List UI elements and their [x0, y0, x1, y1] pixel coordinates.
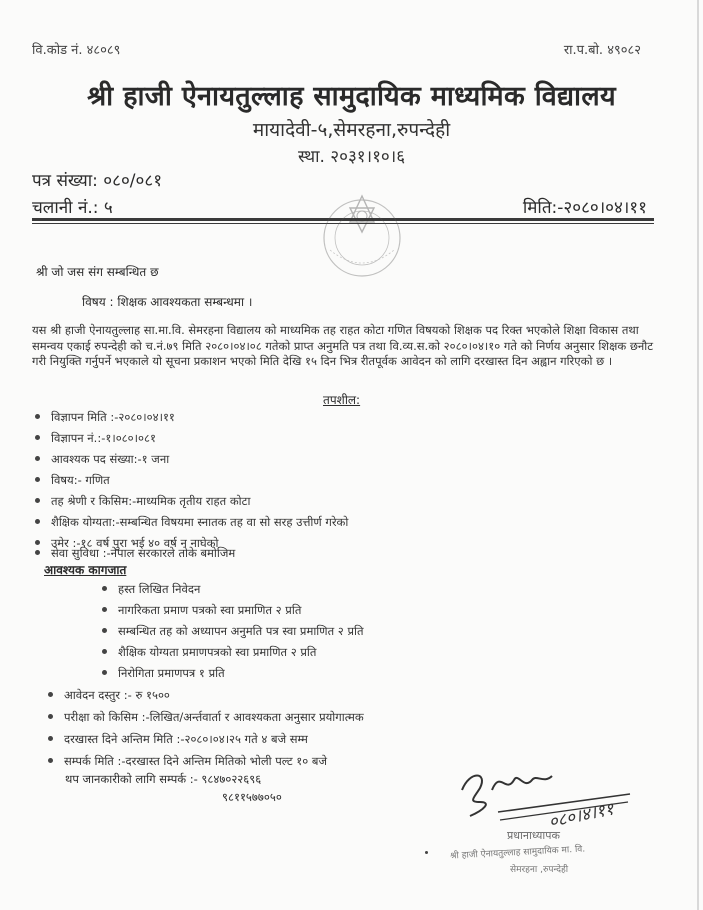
list-item: सेवा सुविधा :-नेपाल सरकारले तोके बमोजिम	[51, 546, 235, 561]
bullet-icon	[102, 586, 107, 591]
letter-body: यस श्री हाजी ऐनायतुल्लाह सा.मा.वि. सेमरहना विद्यालय को माध्यमिक तह राहत कोटा गणित विषयको शिक्षक पद रिक्त भएकोले शिक्षा विकास तथा समन्वय एकाई रुपन्देही को च.नं.७९ मिति २०८०।०४।०८ गतेको प्राप्त अनुमति पत्र तथा वि.व्य.स.को २०८०।०४।१० गते को निर्णय अनुसार शिक्षक छनौट गरी नियुक्ति गर्नुपर्ने भएकाले यो सूचना प्रकाशन भएको मिति देखि १५ दिन भित्र रीतपूर्वक आवेदन को लागि दरखास्त दिन अह्वान गरिएको छ ।	[32, 323, 654, 368]
bullet-icon	[102, 607, 107, 612]
list-item: नागरिकता प्रमाण पत्रको स्वा प्रमाणित २ प्रति	[118, 603, 301, 618]
post-box-number: रा.प.बो. ४९०८२	[563, 43, 641, 58]
list-item: परीक्षा को किसिम :-लिखित/अर्न्तवार्ता र आवश्यकता अनुसार प्रयोगात्मक	[64, 710, 364, 725]
bullet-icon	[102, 628, 107, 633]
bullet-icon	[35, 435, 40, 440]
bullet-icon	[102, 649, 107, 654]
signatory-title: प्रधानाध्यापक	[507, 829, 560, 842]
list-item: आवश्यक पद संख्या:-१ जना	[51, 452, 169, 467]
bullet-icon	[48, 714, 53, 719]
list-item: विज्ञापन मिति :-२०८०।०४।११	[51, 410, 175, 425]
stamp-address: सेमरहना ,रुपन्देही	[510, 865, 569, 875]
bullet-icon	[48, 758, 53, 763]
bullet-icon	[35, 414, 40, 419]
dispatch-number: चलानी नं.: ५	[32, 198, 113, 218]
school-seal-stamp-icon	[312, 188, 412, 283]
bullet-icon	[35, 540, 40, 545]
ink-mark	[425, 851, 428, 854]
list-item: सम्बन्धित तह को अध्यापन अनुमति पत्र स्वा प्रमाणित २ प्रति	[118, 624, 364, 639]
documents-heading: आवश्यक कागजात	[44, 563, 127, 577]
bullet-icon	[48, 736, 53, 741]
bullet-icon	[35, 519, 40, 524]
list-item: विज्ञापन नं.:-१।०८०।०८१	[51, 431, 156, 446]
bullet-icon	[102, 670, 107, 675]
established-date: स्था. २०३१।१०।६	[297, 147, 406, 167]
list-item: विषय:- गणित	[51, 473, 110, 488]
list-item: हस्त लिखित निवेदन	[118, 582, 200, 597]
salutation: श्री जो जस संग सम्बन्धित छ	[36, 265, 159, 279]
stamp-school-name: श्री हाजी ऐनायतुल्लाह सामुदायिक मा. वि.	[449, 844, 586, 862]
list-item: उमेर :-१८ वर्ष पुरा भई ४० वर्ष न नाघेको	[51, 536, 218, 551]
list-item: सम्पर्क मिति :-दरखास्त दिने अन्तिम मितिको भोली पल्ट १० बजे	[64, 754, 327, 769]
list-item: दरखास्त दिने अन्तिम मिति :-२०८०।०४।२५ गते ४ बजे सम्म	[64, 732, 308, 747]
school-code: वि.कोड नं. ४८०८९	[32, 43, 121, 58]
bullet-icon	[35, 477, 40, 482]
list-item: शैक्षिक योग्यता प्रमाणपत्रको स्वा प्रमाणित २ प्रति	[118, 645, 316, 660]
bullet-icon	[48, 692, 53, 697]
school-name: श्री हाजी ऐनायतुल्लाह सामुदायिक माध्यमिक विद्यालय	[87, 81, 616, 112]
signature-date: ०८०।४।११	[546, 799, 616, 833]
school-address: मायादेवी-५,सेमरहना,रुपन्देही	[252, 119, 451, 141]
contact-info: थप जानकारीको लागि सम्पर्क :- ९८४७०२२६९६	[65, 772, 262, 786]
subject-line: विषय : शिक्षक आवश्यकता सम्बन्धमा ।	[82, 295, 253, 309]
list-item: आवेदन दस्तुर :- रु १५००	[64, 688, 170, 703]
bullet-icon	[35, 498, 40, 503]
contact-phone-secondary: ९८११५७७०५०	[222, 790, 282, 804]
bullet-icon	[35, 550, 40, 555]
details-heading: तपशील:	[323, 393, 361, 407]
reference-number: पत्र संख्या: ०८०/०८१	[32, 171, 163, 191]
handwritten-signature-icon	[440, 750, 640, 840]
list-item: तह श्रेणी र किसिम:-माध्यमिक तृतीय राहत कोटा	[51, 494, 250, 509]
list-item: निरोगिता प्रमाणपत्र १ प्रति	[118, 666, 225, 681]
bullet-icon	[35, 456, 40, 461]
list-item: शैक्षिक योग्यता:-सम्बन्धित विषयमा स्नातक तह वा सो सरह उत्तीर्ण गरेको	[51, 515, 348, 530]
letter-date: मिति:-२०८०।०४।११	[522, 198, 647, 218]
